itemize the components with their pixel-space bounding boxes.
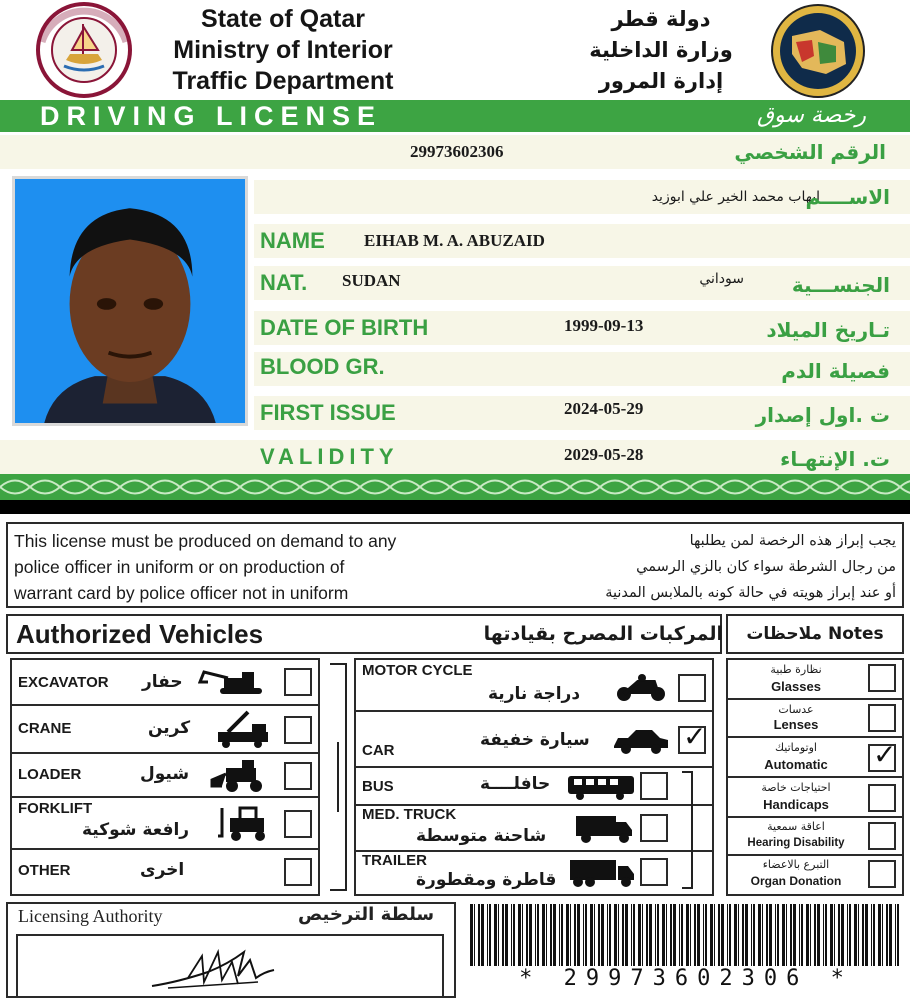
motorcycle-checkbox[interactable]	[678, 674, 706, 702]
barcode-bar	[607, 904, 608, 966]
license-back	[0, 514, 910, 1000]
barcode-bar	[810, 904, 811, 966]
barcode-bar	[817, 904, 820, 966]
barcode-bar	[470, 904, 473, 966]
column-bracket	[326, 662, 350, 892]
barcode-bar	[646, 904, 648, 966]
barcode-bar	[550, 904, 552, 966]
barcode-bar	[862, 904, 864, 966]
barcode-bar	[799, 904, 800, 966]
barcode-bar	[511, 904, 512, 966]
note-row-handicaps	[728, 778, 902, 818]
barcode-bar	[714, 904, 715, 966]
barcode-bar	[762, 904, 763, 966]
barcode-bar	[889, 904, 892, 966]
header-english	[148, 4, 418, 97]
note-label-ar: عدسات	[778, 703, 814, 716]
licensing-authority-box	[6, 902, 456, 998]
vehicle-row-excavator	[12, 660, 318, 706]
vehicle-row-other	[12, 850, 318, 894]
blood-group-label: BLOOD GR.	[260, 354, 385, 379]
barcode-bar	[622, 904, 624, 966]
authorized-vehicles-title-ar: المركبات المصرح بقيادتها	[483, 623, 723, 645]
vehicle-row-medium-truck	[356, 806, 712, 852]
barcode-bar	[882, 904, 883, 966]
holder-photo	[12, 176, 248, 426]
vehicle-label: LOADER	[18, 766, 82, 783]
notice-arabic	[516, 528, 896, 606]
authorized-vehicles-title: Authorized Vehicles	[16, 619, 264, 649]
barcode-bar	[489, 904, 491, 966]
barcode-bar	[498, 904, 499, 966]
barcode-number: * 29973602306 *	[519, 966, 853, 991]
vehicle-row-motorcycle	[356, 660, 712, 712]
barcode-bar	[897, 904, 899, 966]
vehicle-label: FORKLIFT	[18, 800, 93, 817]
nationality-label: NAT.	[260, 270, 308, 295]
barcode-bar	[574, 904, 576, 966]
vehicle-row-forklift	[12, 798, 318, 850]
barcode-bar	[871, 904, 872, 966]
dob-label: DATE OF BIRTH	[260, 315, 429, 340]
bus-icon	[566, 774, 636, 800]
barcode-bar	[766, 904, 768, 966]
nationality-arabic: سوداني	[699, 271, 744, 287]
header-state: State of Qatar	[201, 5, 365, 33]
forklift-checkbox[interactable]	[284, 810, 312, 838]
vehicle-label: MOTOR CYCLE	[362, 662, 473, 679]
notice-ar-line: أو عند إبراز هويته في حالة كونه بالملابس المدنية	[605, 585, 896, 601]
vehicle-label: EXCAVATOR	[18, 674, 109, 691]
title-english: DRIVING LICENSE	[40, 101, 383, 131]
blood-group-label-ar: فصيلة الدم	[781, 359, 890, 383]
barcode-bar	[478, 904, 480, 966]
barcode-bar	[518, 904, 521, 966]
barcode-bar	[673, 904, 676, 966]
header-ministry: Ministry of Interior	[173, 36, 393, 64]
barcode-bar	[609, 904, 611, 966]
barcode-bar	[535, 904, 536, 966]
car-icon	[612, 728, 670, 754]
barcode-bar	[849, 904, 851, 966]
authorized-vehicles-header	[6, 614, 722, 654]
vehicle-label-ar: حافلــــة	[480, 774, 551, 794]
barcode-bar	[806, 904, 809, 966]
vehicle-label: CRANE	[18, 720, 72, 737]
barcode-bar	[542, 904, 545, 966]
nationality-row	[254, 266, 910, 300]
barcode-bar	[570, 904, 571, 966]
dob-label-ar: تـاريخ الميلاد	[766, 318, 890, 342]
barcode-bar	[666, 904, 667, 966]
barcode-bar	[734, 904, 737, 966]
crane-checkbox[interactable]	[284, 716, 312, 744]
vehicle-row-car	[356, 712, 712, 768]
barcode-bar	[633, 904, 635, 966]
barcode-bar	[566, 904, 569, 966]
barcode-bar	[649, 904, 652, 966]
vehicle-list-left	[10, 658, 320, 896]
barcode-bar	[657, 904, 659, 966]
barcode-bar	[782, 904, 785, 966]
excavator-icon	[198, 670, 270, 696]
barcode-bar	[727, 904, 728, 966]
header-ministry-ar: وزارة الداخلية	[589, 38, 733, 62]
barcode-bar	[686, 904, 689, 966]
barcode-bar	[873, 904, 875, 966]
barcode-bar	[522, 904, 523, 966]
name-english: EIHAB M. A. ABUZAID	[364, 231, 545, 250]
barcode-bar	[865, 904, 868, 966]
barcode-bar	[729, 904, 731, 966]
vehicle-label: TRAILER	[362, 852, 427, 869]
barcode-bar	[598, 904, 600, 966]
barcode-bar	[823, 904, 824, 966]
barcode-bar	[614, 904, 617, 966]
barcode-bar	[585, 904, 587, 966]
name-label: NAME	[260, 228, 325, 253]
barcode-bar	[577, 904, 580, 966]
trailer-checkbox[interactable]	[640, 858, 668, 886]
note-label: Handicaps	[763, 797, 829, 812]
loader-icon	[208, 758, 272, 792]
organ-donation-checkbox[interactable]	[868, 860, 896, 888]
note-label-ar: التبرع بالاعضاء	[762, 858, 830, 871]
vehicle-label: CAR	[362, 742, 395, 759]
barcode-bar	[670, 904, 672, 966]
first-issue-row	[254, 396, 910, 430]
barcode-bar	[710, 904, 713, 966]
barcode-bar	[505, 904, 508, 966]
barcode-bar	[679, 904, 680, 966]
vehicle-label-ar: شاحنة متوسطة	[416, 826, 547, 846]
barcode-bar	[838, 904, 840, 966]
vehicle-label: BUS	[362, 778, 394, 795]
barcode-bar	[594, 904, 595, 966]
bus-checkbox[interactable]	[640, 772, 668, 800]
barcode-bar	[625, 904, 628, 966]
barcode-bar	[745, 904, 748, 966]
vehicle-label-ar: اخرى	[140, 860, 185, 880]
note-row-automatic	[728, 738, 902, 778]
excavator-checkbox[interactable]	[284, 668, 312, 696]
validity-label-ar: ت. الإنتهـاء	[780, 447, 890, 471]
vehicle-label-ar: حفار	[142, 672, 183, 692]
barcode-bar	[742, 904, 744, 966]
barcode-bar	[721, 904, 724, 966]
vehicle-label-ar: رافعة شوكية	[82, 820, 190, 840]
title-arabic: رخصة سوق	[757, 103, 866, 128]
barcode-bar	[801, 904, 803, 966]
barcode-bar	[697, 904, 700, 966]
dob-value: 1999-09-13	[564, 316, 644, 335]
loader-checkbox[interactable]	[284, 762, 312, 790]
personal-number-row	[0, 135, 910, 169]
driving-license-title-bar	[0, 100, 910, 132]
barcode-bar	[847, 904, 848, 966]
car-checkmark-icon: ✓	[683, 720, 707, 753]
vehicle-row-trailer	[356, 852, 712, 894]
notes-title: ملاحظات Notes	[746, 624, 884, 644]
validity-value: 2029-05-28	[564, 445, 644, 464]
barcode-bar	[553, 904, 556, 966]
notes-list	[726, 658, 904, 896]
barcode-bar	[753, 904, 755, 966]
barcode-bar	[841, 904, 844, 966]
personal-number-label-ar: الرقم الشخصي	[734, 140, 886, 164]
barcode-bar	[777, 904, 779, 966]
note-label: Lenses	[773, 717, 819, 732]
barcode-bar	[631, 904, 632, 966]
note-row-hearing	[728, 818, 902, 856]
barcode-bar	[487, 904, 488, 966]
name-arabic-row	[254, 180, 910, 214]
barcode-bar	[886, 904, 888, 966]
blood-group-row	[254, 352, 910, 386]
barcode-bar	[513, 904, 515, 966]
barcode-bar	[681, 904, 683, 966]
barcode-bar	[583, 904, 584, 966]
barcode-bar	[854, 904, 857, 966]
validity-label: VALIDITY	[260, 444, 399, 469]
note-label: Organ Donation	[750, 874, 842, 888]
trailer-truck-icon	[568, 858, 636, 888]
barcode-bar	[502, 904, 504, 966]
barcode-bar	[769, 904, 772, 966]
notes-header	[726, 614, 904, 654]
vehicle-label-ar: قاطرة ومقطورة	[416, 870, 557, 890]
note-row-lenses	[728, 700, 902, 738]
note-row-glasses	[728, 660, 902, 700]
other-checkbox[interactable]	[284, 858, 312, 886]
barcode-bar	[690, 904, 691, 966]
licensing-authority-label-ar: سلطة الترخيص	[298, 904, 435, 925]
note-label: Hearing Disability	[747, 837, 845, 849]
medium-truck-checkbox[interactable]	[640, 814, 668, 842]
barcode-bar	[786, 904, 787, 966]
notice-en-line: police officer in uniform or on production of	[14, 557, 345, 577]
note-row-organ-donation	[728, 856, 902, 894]
truck-icon	[574, 814, 634, 844]
vehicle-row-crane	[12, 706, 318, 754]
barcode-bar	[718, 904, 720, 966]
note-label-ar: اعاقة سمعية	[767, 820, 825, 833]
barcode-bar	[758, 904, 761, 966]
barcode-bar	[834, 904, 835, 966]
barcode-bar	[703, 904, 704, 966]
header-department-ar: إدارة المرور	[598, 69, 724, 93]
barcode-bar	[559, 904, 560, 966]
signature-box	[16, 934, 444, 998]
crane-truck-icon	[214, 710, 272, 748]
header-arabic	[566, 4, 756, 97]
barcode-bar	[738, 904, 739, 966]
barcode-bar	[878, 904, 881, 966]
decorative-pattern-band	[0, 474, 910, 500]
barcode-bar	[618, 904, 619, 966]
handicaps-checkbox[interactable]	[868, 784, 896, 812]
name-arabic: ايهاب محمد الخير علي ابوزيد	[651, 189, 820, 205]
barcode-bar	[790, 904, 792, 966]
note-label-ar: نظارة طبية	[770, 663, 822, 676]
barcode-bar	[481, 904, 484, 966]
vehicle-label-ar: كرين	[148, 718, 191, 738]
forklift-icon	[216, 806, 272, 842]
barcode-bar	[526, 904, 528, 966]
vehicle-row-bus	[356, 768, 712, 806]
notice-en-line: warrant card by police officer not in uniform	[14, 583, 349, 603]
vehicle-label-ar: سيارة خفيفة	[480, 730, 590, 750]
notice-box	[6, 522, 904, 608]
note-label-ar: احتياجات خاصة	[761, 781, 831, 794]
barcode-bar	[705, 904, 707, 966]
barcode-bar	[546, 904, 547, 966]
header-state-ar: دولة قطر	[611, 7, 711, 31]
barcode-bar	[830, 904, 833, 966]
barcode-bar	[494, 904, 497, 966]
barcode-bar	[662, 904, 665, 966]
gcc-emblem-icon	[762, 2, 874, 100]
note-label: Glasses	[771, 679, 821, 694]
vehicle-label: MED. TRUCK	[362, 806, 457, 823]
motorcycle-icon	[614, 672, 668, 702]
lenses-checkbox[interactable]	[868, 704, 896, 732]
vehicle-label-ar: شيول	[140, 764, 190, 784]
automatic-checkbox[interactable]	[868, 738, 897, 772]
barcode-bar	[858, 904, 859, 966]
notice-english	[14, 528, 524, 606]
barcode-bar	[694, 904, 696, 966]
licensing-authority-label: Licensing Authority	[18, 906, 163, 926]
row-bracket	[680, 770, 696, 890]
note-label: Automatic	[764, 757, 828, 772]
nationality-label-ar: الجنســـية	[791, 273, 890, 297]
note-label-ar: اوتوماتيك	[774, 741, 817, 754]
barcode-bar	[655, 904, 656, 966]
barcode-icon	[466, 904, 906, 966]
notice-ar-line: يجب إبراز هذه الرخصة لمن يطلبها	[689, 533, 896, 549]
vehicle-label-ar: دراجة نارية	[488, 684, 581, 704]
vehicle-row-loader	[12, 754, 318, 798]
first-issue-label: FIRST ISSUE	[260, 400, 396, 425]
car-checkbox[interactable]	[678, 720, 707, 754]
vehicle-list-right	[354, 658, 714, 896]
name-english-row	[254, 224, 910, 258]
barcode-bar	[601, 904, 604, 966]
nationality-english: SUDAN	[342, 271, 401, 290]
barcode-bar	[642, 904, 643, 966]
qatar-state-emblem-icon	[28, 2, 140, 98]
automatic-checkmark-icon: ✓	[873, 738, 897, 771]
handwritten-signature-icon	[148, 942, 278, 994]
card-separator	[0, 500, 910, 514]
barcode-bar	[895, 904, 896, 966]
barcode-bar	[825, 904, 827, 966]
notice-en-line: This license must be produced on demand to any	[14, 531, 397, 551]
barcode-bar	[638, 904, 641, 966]
hearing-checkbox[interactable]	[868, 822, 896, 850]
barcode-bar	[751, 904, 752, 966]
validity-row	[0, 440, 910, 474]
barcode-bar	[529, 904, 532, 966]
dob-row	[254, 311, 910, 345]
barcode-bar	[775, 904, 776, 966]
first-issue-value: 2024-05-29	[564, 399, 644, 418]
vehicle-label: OTHER	[18, 862, 71, 879]
personal-number: 29973602306	[410, 142, 504, 161]
name-label-ar: الاســــم	[805, 185, 890, 209]
barcode-bar	[561, 904, 563, 966]
first-issue-label-ar: ت .اول إصدار	[755, 403, 890, 427]
barcode-bar	[814, 904, 816, 966]
notice-ar-line: من رجال الشرطة سواء كان بالزي الرسمي	[636, 559, 896, 575]
glasses-checkbox[interactable]	[868, 664, 896, 692]
barcode-bar	[474, 904, 475, 966]
barcode-bar	[537, 904, 539, 966]
header-department: Traffic Department	[172, 67, 394, 95]
barcode-bar	[590, 904, 593, 966]
barcode-bar	[793, 904, 796, 966]
